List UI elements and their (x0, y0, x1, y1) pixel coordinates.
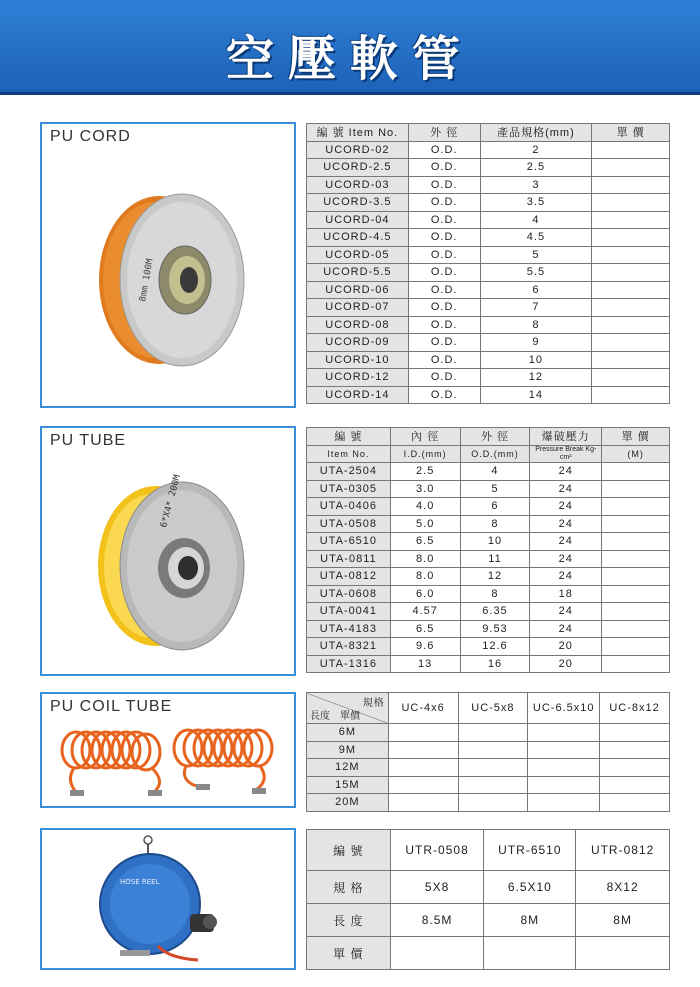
pressure-cell: 24 (530, 463, 602, 481)
table-row (307, 159, 670, 177)
length-cell: 20M (307, 794, 389, 812)
page-title: 空壓軟管 (225, 31, 474, 87)
table-row (307, 533, 670, 551)
price-cell (592, 369, 670, 387)
spec-cell: 3 (480, 176, 592, 194)
price-cell (592, 264, 670, 282)
id-cell: 6.0 (390, 585, 460, 603)
table-row (307, 620, 670, 638)
pu-cord-header-spec: 產品規格(mm) (480, 124, 592, 142)
item-no: UCORD-12 (307, 369, 409, 387)
od-cell: 12.6 (460, 638, 530, 656)
price-cell (602, 568, 670, 586)
price-cell (600, 759, 670, 777)
pu-tube-subheader-row (307, 445, 670, 463)
price-cell (528, 741, 600, 759)
item-no: UCORD-05 (307, 246, 409, 264)
pressure-cell: 18 (530, 585, 602, 603)
item-no: UTA-8321 (307, 638, 391, 656)
item-no: UTA-0608 (307, 585, 391, 603)
row-label: 規 格 (307, 871, 391, 904)
spec-cell: 12 (480, 369, 592, 387)
spec-cell: 5 (480, 246, 592, 264)
price-cell (484, 937, 576, 970)
price-cell (388, 741, 458, 759)
item-no: UTA-0406 (307, 498, 391, 516)
od-cell: O.D. (408, 141, 480, 159)
pressure-cell: 24 (530, 498, 602, 516)
pu-tube-sub-id: I.D.(mm) (390, 445, 460, 463)
pu-cord-image-panel (40, 122, 296, 408)
price-cell (592, 334, 670, 352)
pu-cord-table (306, 123, 670, 404)
price-cell (388, 759, 458, 777)
pu-tube-header-item: 編 號 (307, 428, 391, 446)
pu-cord-reel-text: 8mm 100M (138, 258, 156, 303)
table-row (307, 937, 670, 970)
item-no: UCORD-3.5 (307, 194, 409, 212)
table-row (307, 141, 670, 159)
table-row (307, 638, 670, 656)
item-no: UCORD-10 (307, 351, 409, 369)
hose-reel-image (98, 834, 258, 966)
od-cell: O.D. (408, 369, 480, 387)
price-cell (600, 794, 670, 812)
od-cell: O.D. (408, 281, 480, 299)
length-cell: 6M (307, 724, 389, 742)
price-cell (592, 299, 670, 317)
id-cell: 5.0 (390, 515, 460, 533)
length-cell: 15M (307, 776, 389, 794)
price-cell (528, 794, 600, 812)
spec-cell: 2 (480, 141, 592, 159)
length-cell: 9M (307, 741, 389, 759)
price-cell (592, 176, 670, 194)
hose-reel-header-6510: UTR-6510 (484, 830, 576, 871)
table-row (307, 176, 670, 194)
item-no: UCORD-06 (307, 281, 409, 299)
id-cell: 6.5 (390, 620, 460, 638)
od-cell: O.D. (408, 334, 480, 352)
pu-coil-image (56, 720, 286, 804)
pu-coil-label: PU COIL TUBE (50, 698, 173, 715)
pressure-cell: 24 (530, 568, 602, 586)
od-cell: 8 (460, 515, 530, 533)
pu-cord-header-od: 外 徑 (408, 124, 480, 142)
od-cell: 11 (460, 550, 530, 568)
pu-coil-header-6-5x10: UC-6.5x10 (528, 693, 600, 724)
item-no: UCORD-08 (307, 316, 409, 334)
item-no: UTA-0508 (307, 515, 391, 533)
pressure-cell: 24 (530, 603, 602, 621)
pu-coil-header-row (307, 693, 670, 724)
item-no: UCORD-14 (307, 386, 409, 404)
table-row (307, 759, 670, 777)
table-row (307, 316, 670, 334)
item-no: UTA-2504 (307, 463, 391, 481)
price-cell (592, 229, 670, 247)
price-cell (592, 246, 670, 264)
spec-cell: 6 (480, 281, 592, 299)
id-cell: 4.57 (390, 603, 460, 621)
od-cell: 12 (460, 568, 530, 586)
pu-tube-header-pressure: 爆破壓力 (530, 428, 602, 446)
table-row (307, 741, 670, 759)
price-cell (602, 655, 670, 673)
od-cell: O.D. (408, 159, 480, 177)
table-row (307, 299, 670, 317)
od-cell: 5 (460, 480, 530, 498)
price-cell (528, 776, 600, 794)
hose-reel-header-0812: UTR-0812 (576, 830, 670, 871)
pu-coil-header-4x6: UC-4x6 (388, 693, 458, 724)
item-no: UTA-1316 (307, 655, 391, 673)
pressure-cell: 20 (530, 638, 602, 656)
length-cell: 8.5M (390, 904, 484, 937)
price-cell (458, 741, 528, 759)
length-cell: 12M (307, 759, 389, 777)
price-cell (602, 603, 670, 621)
price-cell (592, 386, 670, 404)
price-cell (458, 724, 528, 742)
pu-tube-label: PU TUBE (50, 432, 127, 449)
id-cell: 2.5 (390, 463, 460, 481)
spec-cell: 2.5 (480, 159, 592, 177)
pu-tube-image-panel (40, 426, 296, 676)
pressure-cell: 24 (530, 515, 602, 533)
item-no: UTA-0812 (307, 568, 391, 586)
spec-cell: 5.5 (480, 264, 592, 282)
pu-cord-label: PU CORD (50, 128, 131, 145)
hose-reel-header-row (307, 830, 670, 871)
price-cell (528, 724, 600, 742)
price-cell (602, 533, 670, 551)
item-no: UCORD-07 (307, 299, 409, 317)
pu-tube-reel-image (86, 470, 256, 660)
item-no: UCORD-02 (307, 141, 409, 159)
pu-coil-header-5x8: UC-5x8 (458, 693, 528, 724)
item-no: UTA-4183 (307, 620, 391, 638)
spec-cell: 3.5 (480, 194, 592, 212)
table-row (307, 568, 670, 586)
item-no: UTA-6510 (307, 533, 391, 551)
hose-reel-text: HOSE REEL (120, 878, 160, 886)
table-row (307, 904, 670, 937)
id-cell: 8.0 (390, 568, 460, 586)
price-cell (458, 794, 528, 812)
price-cell (388, 776, 458, 794)
pressure-cell: 24 (530, 480, 602, 498)
price-cell (602, 638, 670, 656)
price-cell (602, 498, 670, 516)
price-cell (602, 550, 670, 568)
pu-coil-corner-cell (307, 693, 389, 724)
spec-cell: 4.5 (480, 229, 592, 247)
spec-cell: 14 (480, 386, 592, 404)
table-row (307, 585, 670, 603)
id-cell: 13 (390, 655, 460, 673)
od-cell: O.D. (408, 264, 480, 282)
pu-tube-sub-od: O.D.(mm) (460, 445, 530, 463)
price-cell (388, 724, 458, 742)
spec-cell: 5X8 (390, 871, 484, 904)
pressure-cell: 24 (530, 550, 602, 568)
price-cell (602, 515, 670, 533)
price-cell (602, 463, 670, 481)
price-cell (592, 141, 670, 159)
price-cell (592, 194, 670, 212)
table-row (307, 498, 670, 516)
pu-cord-header-item: 編 號 Item No. (307, 124, 409, 142)
id-cell: 8.0 (390, 550, 460, 568)
hose-reel-table (306, 829, 670, 970)
id-cell: 9.6 (390, 638, 460, 656)
id-cell: 4.0 (390, 498, 460, 516)
pu-tube-header-row (307, 428, 670, 446)
price-cell (600, 776, 670, 794)
id-cell: 6.5 (390, 533, 460, 551)
table-row (307, 776, 670, 794)
table-row (307, 194, 670, 212)
spec-cell: 10 (480, 351, 592, 369)
item-no: UTA-0041 (307, 603, 391, 621)
od-cell: O.D. (408, 176, 480, 194)
item-no: UTA-0305 (307, 480, 391, 498)
price-cell (592, 351, 670, 369)
od-cell: O.D. (408, 211, 480, 229)
pu-tube-sub-price: (M) (602, 445, 670, 463)
spec-cell: 7 (480, 299, 592, 317)
price-cell (602, 620, 670, 638)
id-cell: 3.0 (390, 480, 460, 498)
table-row (307, 264, 670, 282)
pu-tube-sub-item: Item No. (307, 445, 391, 463)
length-cell: 8M (484, 904, 576, 937)
od-cell: O.D. (408, 194, 480, 212)
od-cell: 10 (460, 533, 530, 551)
price-cell (528, 759, 600, 777)
item-no: UTA-0811 (307, 550, 391, 568)
length-cell: 8M (576, 904, 670, 937)
table-row (307, 211, 670, 229)
pu-coil-header-8x12: UC-8x12 (600, 693, 670, 724)
table-row (307, 480, 670, 498)
table-row (307, 246, 670, 264)
table-row (307, 550, 670, 568)
pu-tube-table (306, 427, 670, 673)
price-cell (602, 585, 670, 603)
table-row (307, 794, 670, 812)
price-cell (600, 724, 670, 742)
pu-cord-reel-image (87, 184, 257, 374)
pu-tube-sub-pressure: Pressure Break Kg-cm² (530, 445, 602, 463)
price-cell (592, 159, 670, 177)
table-row (307, 655, 670, 673)
table-row (307, 229, 670, 247)
od-cell: 8 (460, 585, 530, 603)
table-row (307, 871, 670, 904)
table-row (307, 369, 670, 387)
table-row (307, 515, 670, 533)
od-cell: O.D. (408, 246, 480, 264)
item-no: UCORD-09 (307, 334, 409, 352)
price-cell (576, 937, 670, 970)
item-no: UCORD-4.5 (307, 229, 409, 247)
table-row (307, 386, 670, 404)
hose-reel-header-label: 編 號 (307, 830, 391, 871)
table-row (307, 463, 670, 481)
spec-cell: 9 (480, 334, 592, 352)
price-cell (390, 937, 484, 970)
table-row (307, 281, 670, 299)
spec-cell: 6.5X10 (484, 871, 576, 904)
item-no: UCORD-2.5 (307, 159, 409, 177)
spec-cell: 4 (480, 211, 592, 229)
hose-reel-header-0508: UTR-0508 (390, 830, 484, 871)
row-label: 長 度 (307, 904, 391, 937)
table-row (307, 603, 670, 621)
item-no: UCORD-03 (307, 176, 409, 194)
od-cell: O.D. (408, 229, 480, 247)
price-cell (600, 741, 670, 759)
price-cell (592, 281, 670, 299)
price-cell (592, 316, 670, 334)
od-cell: O.D. (408, 351, 480, 369)
pu-coil-image-panel (40, 692, 296, 808)
od-cell: 9.53 (460, 620, 530, 638)
pressure-cell: 24 (530, 620, 602, 638)
od-cell: 16 (460, 655, 530, 673)
od-cell: O.D. (408, 299, 480, 317)
item-no: UCORD-04 (307, 211, 409, 229)
price-cell (388, 794, 458, 812)
hose-reel-image-panel (40, 828, 296, 970)
price-cell (602, 480, 670, 498)
pu-coil-corner-bottom: 長度 單價 (310, 711, 360, 722)
od-cell: 6 (460, 498, 530, 516)
pu-tube-header-price: 單 價 (602, 428, 670, 446)
pu-tube-header-id: 內 徑 (390, 428, 460, 446)
od-cell: 4 (460, 463, 530, 481)
pu-tube-header-od: 外 徑 (460, 428, 530, 446)
table-row (307, 334, 670, 352)
title-banner (0, 0, 700, 95)
od-cell: O.D. (408, 316, 480, 334)
pu-coil-table (306, 692, 670, 812)
pu-coil-corner-top: 規格 (362, 698, 385, 709)
item-no: UCORD-5.5 (307, 264, 409, 282)
pu-cord-header-price: 單 價 (592, 124, 670, 142)
pu-cord-header-row (307, 124, 670, 142)
price-cell (458, 776, 528, 794)
od-cell: 6.35 (460, 603, 530, 621)
price-cell (458, 759, 528, 777)
table-row (307, 724, 670, 742)
pressure-cell: 20 (530, 655, 602, 673)
spec-cell: 8X12 (576, 871, 670, 904)
pu-tube-reel-text: 6*X4* 200M (159, 473, 183, 529)
price-cell (592, 211, 670, 229)
pressure-cell: 24 (530, 533, 602, 551)
spec-cell: 8 (480, 316, 592, 334)
table-row (307, 351, 670, 369)
od-cell: O.D. (408, 386, 480, 404)
row-label: 單 價 (307, 937, 391, 970)
